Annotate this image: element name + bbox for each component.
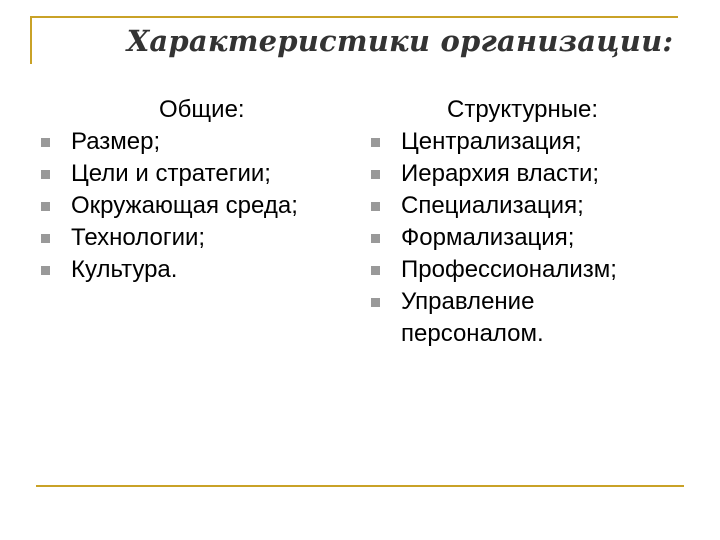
column-structural [370, 94, 690, 350]
column-heading-general: Общие: [159, 96, 245, 123]
list-item [370, 254, 690, 286]
square-bullet-icon [371, 266, 380, 275]
general-list [40, 126, 360, 286]
square-bullet-icon [41, 138, 50, 147]
column-general [40, 94, 360, 286]
frame-bottom-line [36, 485, 684, 487]
list-item-text: Централизация; [401, 128, 582, 155]
list-item [40, 126, 360, 158]
list-item-text: Культура. [71, 256, 178, 283]
column-heading-structural: Структурные: [447, 96, 599, 123]
list-item-text: Профессионализм; [401, 256, 617, 283]
list-item-text: Размер; [71, 128, 161, 155]
list-item [40, 158, 360, 190]
list-item-text: Иерархия власти; [401, 160, 600, 187]
list-item-text: Специализация; [401, 192, 584, 219]
square-bullet-icon [371, 298, 380, 307]
list-item [40, 190, 360, 222]
square-bullet-icon [371, 234, 380, 243]
structural-list [370, 126, 690, 350]
list-item [370, 190, 690, 222]
square-bullet-icon [371, 170, 380, 179]
list-item-text: Технологии; [71, 224, 206, 251]
list-item [370, 222, 690, 254]
frame-top-line [30, 16, 678, 18]
list-item-text: Формализация; [401, 224, 575, 251]
list-item [40, 222, 360, 254]
square-bullet-icon [41, 170, 50, 179]
square-bullet-icon [371, 138, 380, 147]
list-item [370, 126, 690, 158]
square-bullet-icon [41, 234, 50, 243]
square-bullet-icon [371, 202, 380, 211]
list-item-text: Окружающая среда; [71, 192, 298, 219]
slide-title: Характеристики организации: [126, 24, 674, 58]
list-item-text: Цели и стратегии; [71, 160, 271, 187]
list-item-text: Управление персоналом. [401, 288, 544, 347]
square-bullet-icon [41, 266, 50, 275]
list-item [370, 286, 581, 350]
list-item [370, 158, 690, 190]
list-item [40, 254, 360, 286]
square-bullet-icon [41, 202, 50, 211]
